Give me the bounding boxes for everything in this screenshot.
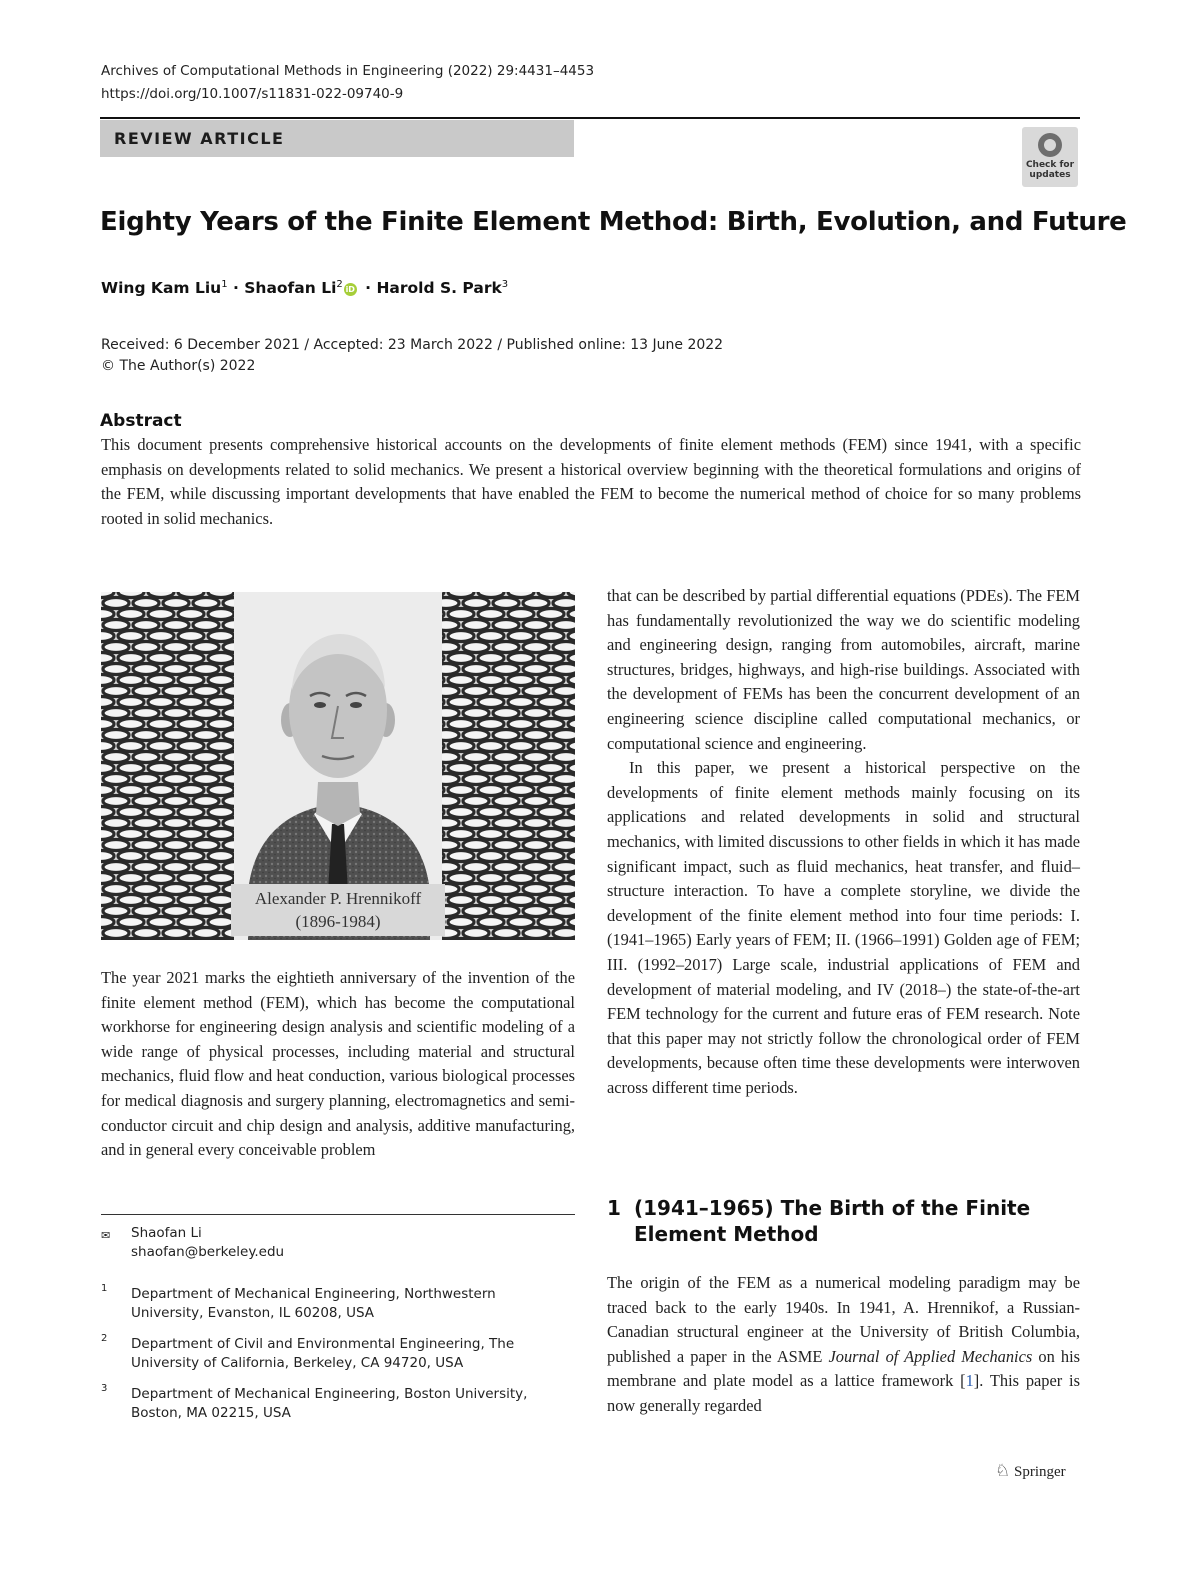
- section-body: [607, 1271, 1080, 1419]
- left-column: [101, 966, 575, 1163]
- journal-citation: Archives of Computational Methods in Engineering (2022) 29:4431–4453: [101, 63, 595, 79]
- abstract-text: This document presents comprehensive historical accounts on the developments of finite element methods (FEM) since 1941, with a specific emphasis on developments related to solid mechanics. We present a historical overview beginning with the theoretical formulations and origins of the FEM, while discussing important developments that have enabled the FEM to become the numerical method of choice for so many problems rooted in solid mechanics.: [101, 435, 1081, 528]
- springer-horse-icon: ♘: [995, 1461, 1011, 1480]
- author-name[interactable]: Wing Kam Liu: [101, 279, 222, 298]
- section-number: 1: [607, 1196, 621, 1220]
- paper-title: Eighty Years of the Finite Element Method: Birth, Evolution, and Future: [100, 207, 1127, 237]
- citation-link[interactable]: 1: [965, 1371, 974, 1391]
- abstract-heading: Abstract: [100, 411, 182, 431]
- publication-dates: [101, 335, 723, 377]
- author-list: Wing Kam Liu$^1$ · Shaofan Li$^2$ iD · Harold S. Park$^3$: [101, 279, 509, 298]
- publisher-logo: [995, 1461, 1066, 1481]
- corresponding-name: Shaofan Li: [131, 1225, 202, 1241]
- doi-link[interactable]: https://doi.org/10.1007/s11831-022-09740-9: [101, 86, 404, 102]
- corresponding-author: [131, 1224, 284, 1262]
- affiliation-2: Department of Civil and Environmental Engineering, The University of California, Berkeley, CA 94720, USA: [131, 1336, 515, 1371]
- body-paragraph: that can be described by partial differential equations (PDEs). The FEM has fundamentally revolutionized the way we do scientific modeling and engineering design, ranging from automobiles, aircraft, marine structures, bridges, highways, and high-rise buildings. Associated with the development of FEMs has been the concurrent development of an engineering science discipline called computational mechanics, or computational science and engineering.: [607, 586, 1080, 753]
- orcid-icon[interactable]: iD: [345, 285, 355, 295]
- publication-history: Received: 6 December 2021 / Accepted: 23 March 2022 / Published online: 13 June 2022: [101, 337, 724, 353]
- check-updates-line2: updates: [1029, 170, 1071, 180]
- affiliation-mark: 3: [101, 1383, 108, 1394]
- affiliation-1: Department of Mechanical Engineering, Northwestern University, Evanston, IL 60208, USA: [131, 1286, 496, 1321]
- caption-name: Alexander P. Hrennikoff: [254, 889, 422, 908]
- affiliation-mark: 2: [101, 1333, 108, 1344]
- publisher-name: Springer: [1014, 1464, 1066, 1480]
- section-heading: [607, 1195, 1080, 1247]
- affiliation-mark: 2: [336, 279, 343, 290]
- author-name[interactable]: Shaofan Li: [244, 279, 337, 298]
- check-updates-line1: Check for: [1025, 160, 1075, 170]
- affiliation-mark: 1: [221, 279, 228, 290]
- caption-years: (1896-1984): [295, 912, 381, 931]
- portrait-figure: [101, 592, 575, 940]
- body-paragraph: In this paper, we present a historical perspective on the developments of finite element methods mainly focusing on its applications and related developments in solid and structural mechanics, with limited discussions to other fields in which it has made significant impact, such as fluid mechanics, heat transfer, and fluid–structure interaction. To have a complete storyline, we divide the development of the finite element method into four time periods: I. (1941–1965) Early years of FEM; II. (1966–1991) Golden age of FEM; III. (1992–2017) Large scale, industrial applications of FEM and development of material modeling, and IV (2018–) the state-of-the-art FEM technology for the current and future eras of FEM research. Note that this paper may not strictly follow the chronological order of FEM developments, because often time these developments were interwoven across different time periods.: [607, 758, 1080, 1097]
- journal-name: Journal of Applied Mechanics: [828, 1346, 1033, 1366]
- intro-paragraph: The year 2021 marks the eightieth anniversary of the invention of the finite element method (FEM), which has become the computational workhorse for engineering design analysis and scientific modeling of a wide range of physical processes, including material and structural mechanics, fluid flow and heat conduction, various biological processes for medical diagnosis and surgery planning, electromagnetics and semi-conductor circuit and chip design and analysis, additive manufacturing, and in general every conceivable problem: [101, 968, 575, 1160]
- author-name[interactable]: Harold S. Park: [376, 279, 502, 298]
- body-paragraph: The origin of the FEM as a numerical modeling paradigm may be traced back to the early 1940s. In 1941, A. Hrennikof, a Russian-Canadian structural engineer at the University of British Columbia, published a paper in the ASME Journal of Applied Mechanics on his membrane and plate model as a lattice framework [1]. This paper is now generally regarded: [607, 1273, 1081, 1415]
- header-rule: [100, 117, 1080, 119]
- article-type-bar: [100, 120, 574, 157]
- section-title: (1941–1965) The Birth of the Finite Element Method: [634, 1196, 1031, 1246]
- check-for-updates-button[interactable]: [1022, 127, 1078, 187]
- envelope-icon: ✉: [101, 1230, 111, 1242]
- copyright-line: © The Author(s) 2022: [101, 358, 256, 374]
- article-type-label: REVIEW ARTICLE: [114, 129, 285, 148]
- corresponding-email[interactable]: shaofan@berkeley.edu: [131, 1244, 285, 1260]
- figure-caption: [231, 884, 445, 936]
- affiliation-3: Department of Mechanical Engineering, Boston University, Boston, MA 02215, USA: [131, 1386, 528, 1421]
- affiliation-mark: 3: [501, 279, 509, 290]
- footnote-rule: [101, 1214, 575, 1215]
- right-column: [607, 584, 1080, 1100]
- affiliation-mark: 1: [101, 1283, 108, 1294]
- check-updates-icon: [1038, 133, 1062, 157]
